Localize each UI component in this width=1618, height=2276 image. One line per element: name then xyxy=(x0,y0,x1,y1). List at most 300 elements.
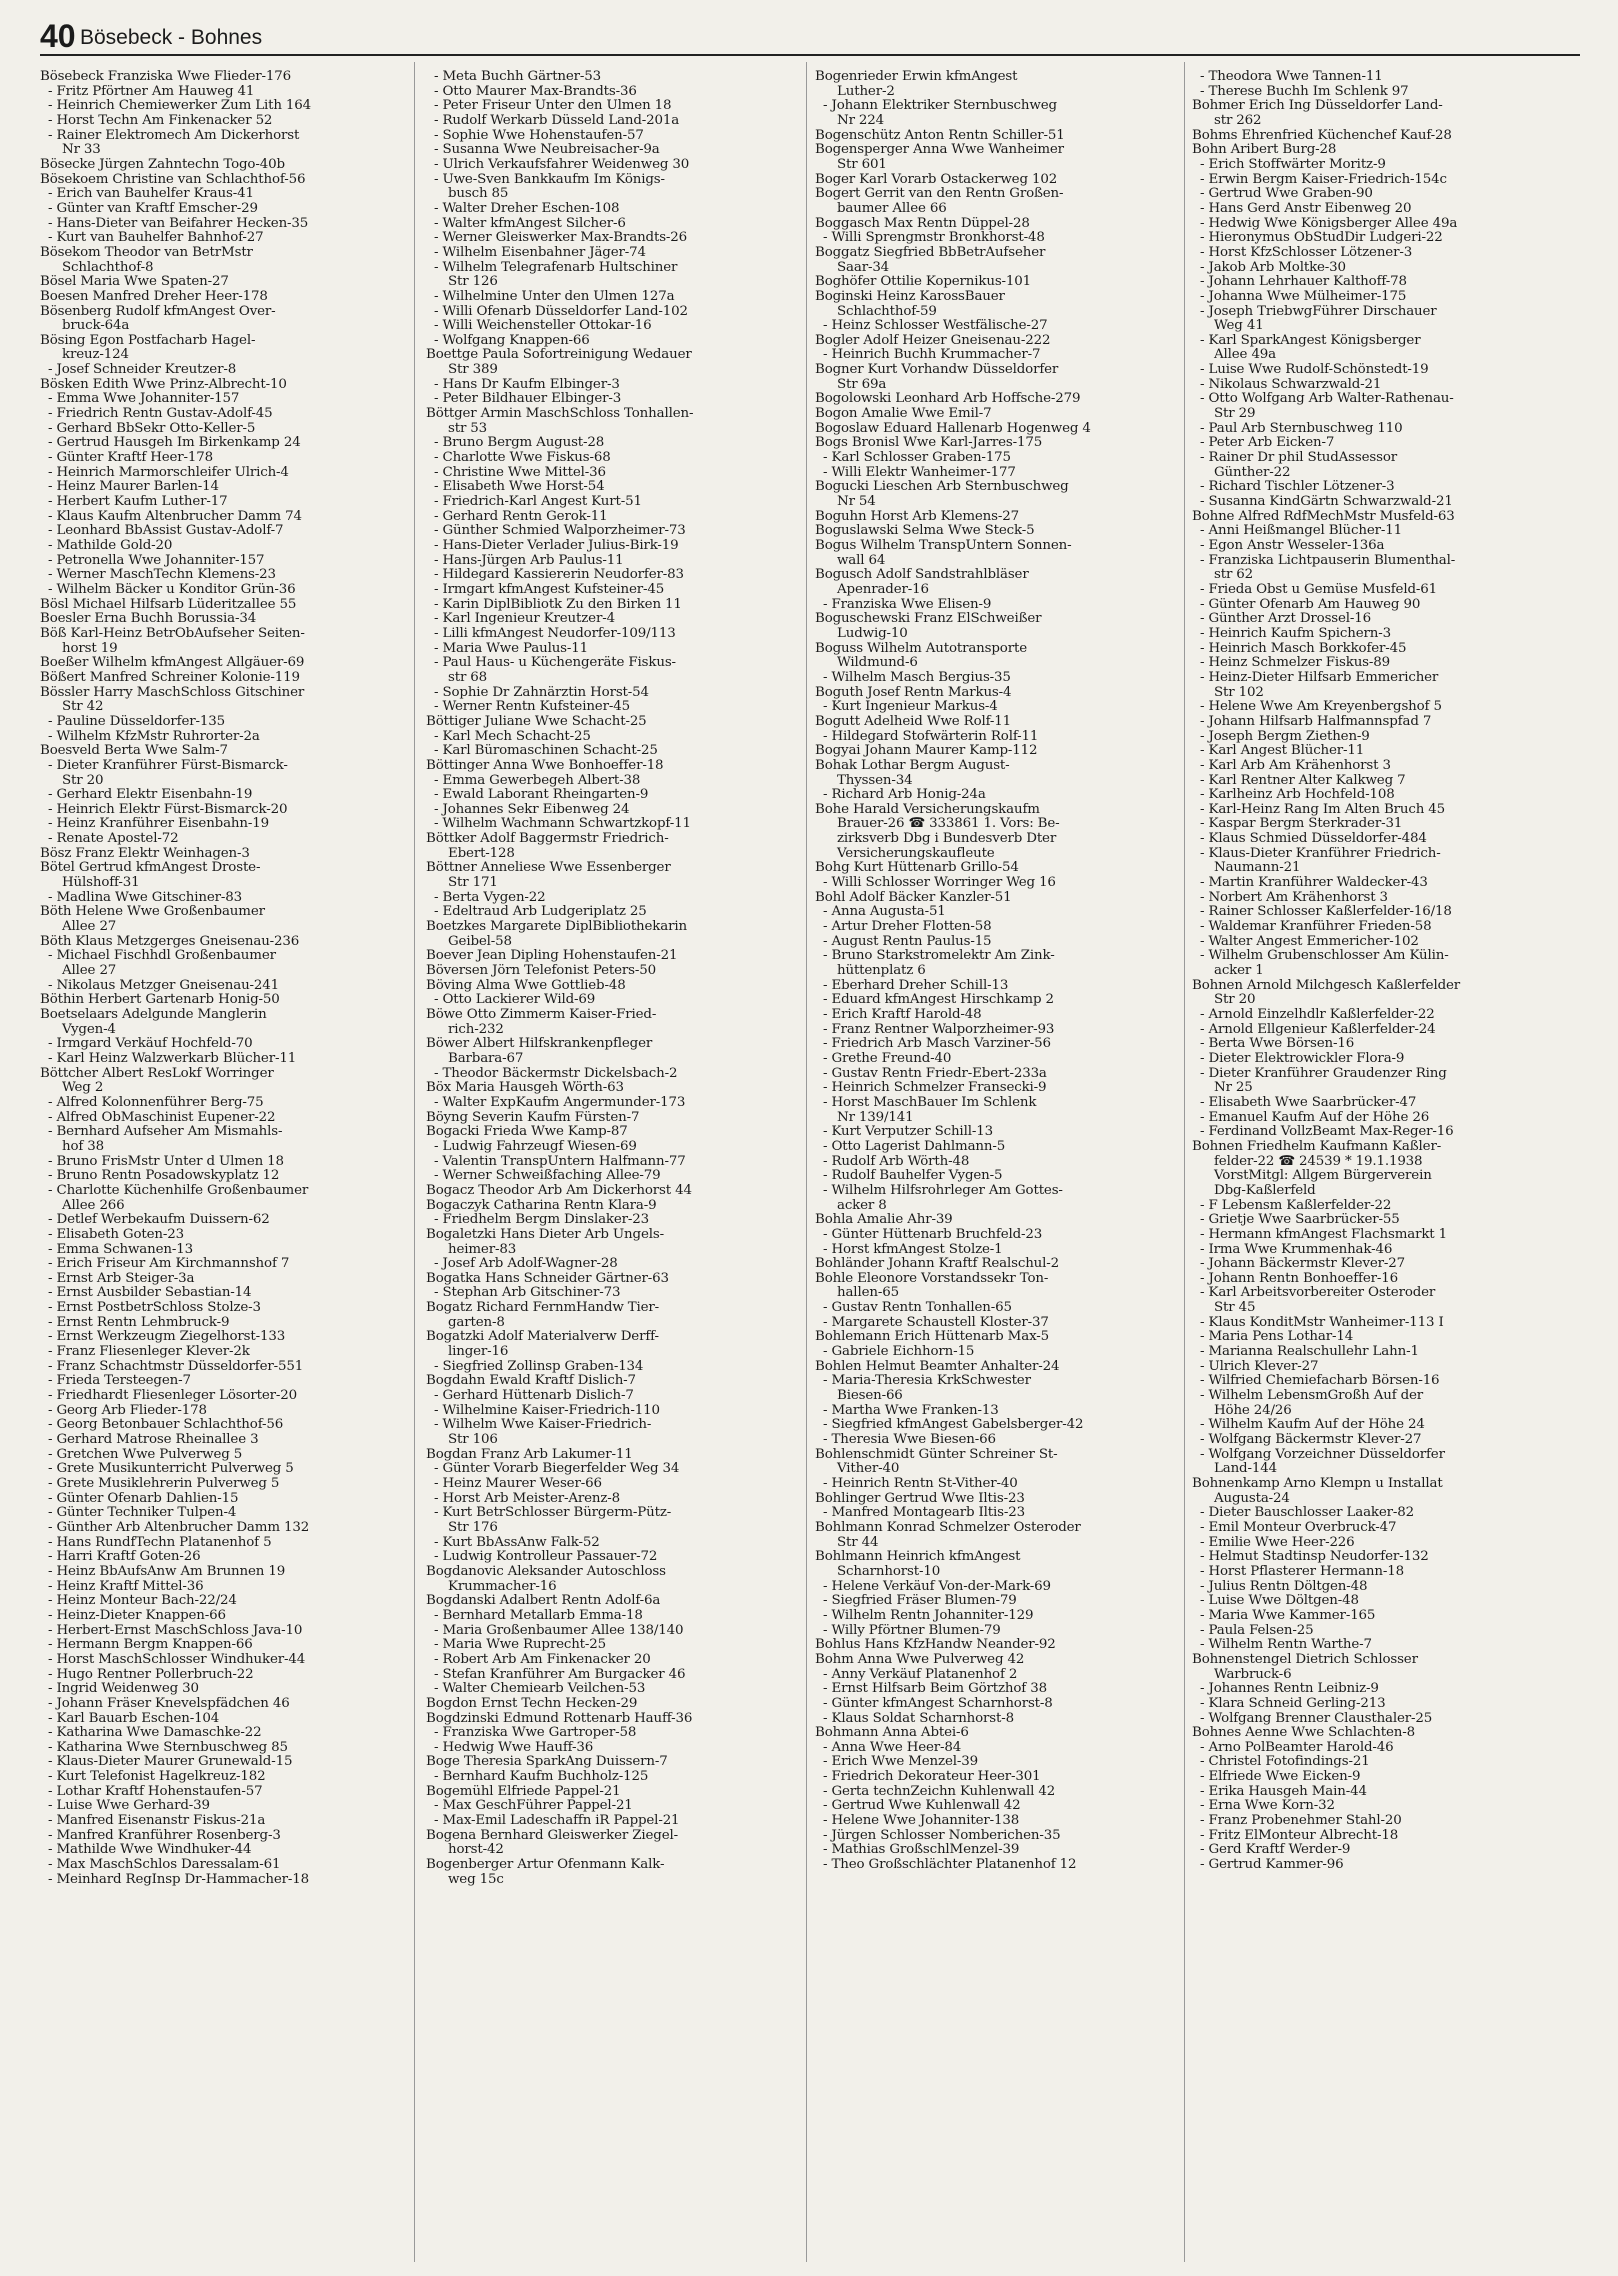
directory-entry: - Heinrich Elektr Fürst-Bismarck-20 xyxy=(48,801,288,817)
directory-entry: - Anni Heißmangel Blücher-11 xyxy=(1200,523,1402,539)
directory-entry: - Sophie Dr Zahnärztin Horst-54 xyxy=(434,684,649,700)
directory-entry: Bohla Amalie Ahr-39 xyxy=(815,1212,953,1228)
directory-entry: - Paul Arb Sternbuschweg 110 xyxy=(1200,420,1403,436)
directory-entry: Bösebeck Franziska Wwe Flieder-176 xyxy=(40,70,291,84)
directory-entry: Str 20 xyxy=(62,772,104,788)
directory-entry: - Wilhelm Bäcker u Konditor Grün-36 xyxy=(48,581,296,597)
directory-entry: - Horst KfzSchlosser Lötzener-3 xyxy=(1200,244,1413,260)
directory-entry: Schlachthof-59 xyxy=(837,303,937,319)
directory-entry: Bogoslaw Eduard Hallenarb Hogenweg 4 xyxy=(815,420,1091,436)
directory-entry: - Wilhelm Kaufm Auf der Höhe 24 xyxy=(1200,1417,1425,1433)
directory-entry: Bogacki Frieda Wwe Kamp-87 xyxy=(426,1124,628,1140)
directory-entry: - Luise Wwe Döltgen-48 xyxy=(1200,1593,1359,1609)
directory-entry: zirksverb Dbg i Bundesverb Dter xyxy=(837,831,1057,847)
directory-entry: - Heinz Kranführer Eisenbahn-19 xyxy=(48,816,269,832)
directory-entry: - Willi Ofenarb Düsseldorfer Land-102 xyxy=(434,303,688,319)
directory-entry: - Wilhelm Wwe Kaiser-Friedrich- xyxy=(434,1417,652,1433)
directory-entry: Str 106 xyxy=(448,1432,498,1448)
directory-entry: Bogutt Adelheid Wwe Rolf-11 xyxy=(815,713,1012,729)
directory-entry: - Ernst Rentn Lehmbruck-9 xyxy=(48,1314,230,1330)
directory-entry: - Dieter Bauschlosser Laaker-82 xyxy=(1200,1505,1415,1521)
directory-entry: - Rudolf Arb Wörth-48 xyxy=(823,1153,970,1169)
directory-entry: hof 38 xyxy=(62,1138,105,1154)
directory-entry: - Bernhard Kaufm Buchholz-125 xyxy=(434,1769,649,1785)
directory-entry: Böttiger Juliane Wwe Schacht-25 xyxy=(426,713,647,729)
directory-entry: Bogs Bronisl Wwe Karl-Jarres-175 xyxy=(815,435,1043,451)
directory-entry: Str 102 xyxy=(1214,684,1264,700)
directory-entry: Böttker Adolf Baggermstr Friedrich- xyxy=(426,831,669,847)
directory-entry: - Franz Rentner Walporzheimer-93 xyxy=(823,1021,1055,1037)
directory-entry: - Werner Gleiswerker Max-Brandts-26 xyxy=(434,230,688,246)
directory-entry: - Wilhelm Wachmann Schwartzkopf-11 xyxy=(434,816,691,832)
directory-entry: - Dieter Kranführer Fürst-Bismarck- xyxy=(48,757,288,773)
directory-entry: - Elfriede Wwe Eicken-9 xyxy=(1200,1769,1361,1785)
column-divider xyxy=(806,62,807,2262)
directory-entry: - Maria Wwe Kammer-165 xyxy=(1200,1607,1376,1623)
directory-entry: - Otto Lackierer Wild-69 xyxy=(434,992,596,1008)
directory-entry: - Irma Wwe Krummenhak-46 xyxy=(1200,1241,1393,1257)
directory-entry: baumer Allee 66 xyxy=(837,200,947,216)
directory-entry: - Klaus-Dieter Maurer Grunewald-15 xyxy=(48,1754,293,1770)
directory-entry: - Wilhelm KfzMstr Ruhrorter-2a xyxy=(48,728,260,744)
directory-entry: Str 69a xyxy=(837,376,887,392)
directory-entry: - Lothar Kraftf Hohenstaufen-57 xyxy=(48,1783,263,1799)
directory-entry: Schlachthof-8 xyxy=(62,259,154,275)
directory-entry: Nr 33 xyxy=(62,142,101,158)
directory-entry: Boge Theresia SparkAng Duissern-7 xyxy=(426,1754,668,1770)
directory-entry: Str 44 xyxy=(837,1534,879,1550)
directory-entry: - Madlina Wwe Gitschiner-83 xyxy=(48,889,242,905)
directory-entry: - Helene Verkäuf Von-der-Mark-69 xyxy=(823,1578,1051,1594)
directory-entry: - Karl Ingenieur Kreutzer-4 xyxy=(434,611,615,627)
directory-entry: - Heinz-Dieter Knappen-66 xyxy=(48,1607,226,1623)
directory-entry: Böving Alma Wwe Gottlieb-48 xyxy=(426,977,626,993)
directory-entry: Bogdanski Adalbert Rentn Adolf-6a xyxy=(426,1593,661,1609)
directory-entry: - Emilie Wwe Heer-226 xyxy=(1200,1534,1355,1550)
directory-entry: Boger Karl Vorarb Ostackerweg 102 xyxy=(815,171,1058,187)
directory-entry: - Michael Fischhdl Großenbaumer xyxy=(48,948,276,964)
directory-entry: - Gerta technZeichn Kuhlenwall 42 xyxy=(823,1783,1056,1799)
directory-entry: - Julius Rentn Döltgen-48 xyxy=(1200,1578,1368,1594)
directory-entry: - Theodora Wwe Tannen-11 xyxy=(1200,70,1383,84)
directory-entry: Biesen-66 xyxy=(837,1388,903,1404)
directory-entry: - Meinhard RegInsp Dr-Hammacher-18 xyxy=(48,1871,309,1887)
directory-entry: - Günter Ofenarb Am Hauweg 90 xyxy=(1200,596,1421,612)
directory-entry: Bogdon Ernst Techn Hecken-29 xyxy=(426,1695,638,1711)
directory-entry: - Ferdinand VollzBeamt Max-Reger-16 xyxy=(1200,1124,1454,1140)
directory-entry: - Herbert-Ernst MaschSchloss Java-10 xyxy=(48,1622,303,1638)
directory-entry: Böth Klaus Metzgerges Gneisenau-236 xyxy=(40,933,300,949)
directory-entry: - Theodor Bäckermstr Dickelsbach-2 xyxy=(434,1065,678,1081)
directory-entry: Allee 49a xyxy=(1214,347,1277,363)
directory-entry: - Mathilde Gold-20 xyxy=(48,538,173,553)
directory-entry: - Frieda Obst u Gemüse Musfeld-61 xyxy=(1200,581,1437,597)
directory-entry: Bogensperger Anna Wwe Wanheimer xyxy=(815,142,1064,158)
directory-entry: - Karl SparkAngest Königsberger xyxy=(1200,332,1421,348)
directory-entry: Str 20 xyxy=(1214,992,1256,1008)
directory-entry: - Karlheinz Arb Hochfeld-108 xyxy=(1200,787,1395,803)
directory-entry: Boguth Josef Rentn Markus-4 xyxy=(815,684,1012,700)
directory-entry: - Paul Haus- u Küchengeräte Fiskus- xyxy=(434,655,676,671)
directory-entry: - Luise Wwe Gerhard-39 xyxy=(48,1798,210,1814)
directory-entry: - Johann Elektriker Sternbuschweg xyxy=(823,98,1057,114)
directory-entry: - Robert Arb Am Finkenacker 20 xyxy=(434,1651,651,1667)
directory-entry: Str 42 xyxy=(62,699,104,715)
directory-entry: Warbruck-6 xyxy=(1214,1666,1292,1682)
directory-entry: Böwe Otto Zimmerm Kaiser-Fried- xyxy=(426,1007,657,1022)
directory-entry: - Günther Arb Altenbrucher Damm 132 xyxy=(48,1519,310,1535)
directory-entry: Allee 266 xyxy=(62,1197,125,1213)
directory-entry: - Grethe Freund-40 xyxy=(823,1050,952,1066)
directory-entry: - Günter kfmAngest Scharnhorst-8 xyxy=(823,1695,1053,1711)
directory-entry: Böwer Albert Hilfskrankenpfleger xyxy=(426,1036,653,1052)
directory-entry: - Maria-Theresia KrkSchwester xyxy=(823,1373,1031,1389)
directory-entry: - Paula Felsen-25 xyxy=(1200,1622,1314,1638)
directory-entry: Saar-34 xyxy=(837,259,890,275)
directory-entry: Boguslawski Selma Wwe Steck-5 xyxy=(815,523,1035,539)
directory-entry: - Peter Friseur Unter den Ulmen 18 xyxy=(434,98,672,114)
directory-entry: - Heinz Maurer Barlen-14 xyxy=(48,479,219,495)
directory-entry: Boguschewski Franz ElSchweißer xyxy=(815,611,1042,627)
directory-entry: felder-22 ☎ 24539 * 19.1.1938 xyxy=(1214,1153,1423,1169)
directory-entry: Boeßer Wilhelm kfmAngest Allgäuer-69 xyxy=(40,655,305,671)
directory-entry: - Emma Gewerbegeh Albert-38 xyxy=(434,772,641,788)
directory-entry: Luther-2 xyxy=(837,83,895,99)
directory-entry: - Karl Arbeitsvorbereiter Osteroder xyxy=(1200,1285,1436,1301)
directory-entry: - Heinz-Dieter Hilfsarb Emmericher xyxy=(1200,669,1439,685)
directory-entry: - Wilhelm Rentn Warthe-7 xyxy=(1200,1637,1372,1653)
directory-entry: - Stephan Arb Gitschiner-73 xyxy=(434,1285,621,1301)
directory-entry: - Ernst Arb Steiger-3a xyxy=(48,1270,195,1286)
directory-entry: - Johannes Sekr Eibenweg 24 xyxy=(434,801,630,817)
directory-entry: - Charlotte Küchenhilfe Großenbaumer xyxy=(48,1182,309,1198)
directory-entry: Bösel Maria Wwe Spaten-27 xyxy=(40,274,229,290)
directory-entry: - Friedrich-Karl Angest Kurt-51 xyxy=(434,494,642,510)
directory-entry: - Erich Kraftf Harold-48 xyxy=(823,1007,982,1022)
directory-entry: Weg 2 xyxy=(62,1080,104,1096)
directory-entry: - Susanna KindGärtn Schwarzwald-21 xyxy=(1200,494,1453,510)
directory-entry: - Wolfgang Bäckermstr Klever-27 xyxy=(1200,1432,1422,1448)
directory-entry: Bösekom Theodor van BetrMstr xyxy=(40,244,253,260)
directory-entry: - Berta Wwe Börsen-16 xyxy=(1200,1036,1355,1052)
directory-entry: - Charlotte Wwe Fiskus-68 xyxy=(434,450,611,466)
directory-entry: - Herbert Kaufm Luther-17 xyxy=(48,494,228,510)
directory-entry: linger-16 xyxy=(448,1344,509,1360)
directory-entry: Bogena Bernhard Gleiswerker Ziegel- xyxy=(426,1827,678,1843)
directory-entry: - Leonhard BbAssist Gustav-Adolf-7 xyxy=(48,523,284,539)
directory-entry: - Willi Elektr Wanheimer-177 xyxy=(823,464,1016,480)
directory-entry: Versicherungskaufleute xyxy=(837,845,995,861)
directory-entry: - Emanuel Kaufm Auf der Höhe 26 xyxy=(1200,1109,1430,1125)
directory-entry: Allee 27 xyxy=(62,919,117,935)
directory-entry: Bogdan Franz Arb Lakumer-11 xyxy=(426,1446,633,1462)
directory-entry: - Karl Arb Am Krähenhorst 3 xyxy=(1200,757,1391,773)
directory-entry: Bogucki Lieschen Arb Sternbuschweg xyxy=(815,479,1069,495)
directory-entry: - Heinz Maurer Weser-66 xyxy=(434,1476,602,1491)
directory-entry: Krummacher-16 xyxy=(448,1578,557,1594)
directory-entry: - Christel Fotofindings-21 xyxy=(1200,1754,1370,1770)
directory-entry: - Karl Heinz Walzwerkarb Blücher-11 xyxy=(48,1050,297,1066)
directory-entry: - Bruno FrisMstr Unter d Ulmen 18 xyxy=(48,1153,284,1169)
directory-entry: - Siegfried kfmAngest Gabelsberger-42 xyxy=(823,1417,1084,1433)
directory-entry: Boesler Erna Buchh Borussia-34 xyxy=(40,611,257,627)
directory-entry: - Franz Fliesenleger Klever-2k xyxy=(48,1344,250,1360)
directory-entry: - Horst kfmAngest Stolze-1 xyxy=(823,1241,1003,1257)
directory-entry: - Karl Rentner Alter Kalkweg 7 xyxy=(1200,772,1406,788)
directory-entry: Böttger Armin MaschSchloss Tonhallen- xyxy=(426,406,694,422)
directory-entry: - Johann Lehrhauer Kalthoff-78 xyxy=(1200,274,1407,290)
directory-entry: - Otto Lagerist Dahlmann-5 xyxy=(823,1138,1006,1154)
directory-entry: Boever Jean Dipling Hohenstaufen-21 xyxy=(426,948,678,964)
directory-entry: - Renate Apostel-72 xyxy=(48,831,179,847)
directory-entry: - Friedrich Arb Masch Varziner-56 xyxy=(823,1036,1051,1052)
directory-entry: Bößert Manfred Schreiner Kolonie-119 xyxy=(40,669,300,685)
directory-entry: - Nikolaus Schwarzwald-21 xyxy=(1200,376,1382,392)
directory-entry: Böttner Anneliese Wwe Essenberger xyxy=(426,860,671,876)
directory-entry: Bösing Egon Postfacharb Hagel- xyxy=(40,332,256,348)
directory-entry: Bohmer Erich Ing Düsseldorfer Land- xyxy=(1192,98,1443,114)
directory-entry: - Gertrud Kammer-96 xyxy=(1200,1857,1344,1873)
directory-entry: - Theresia Wwe Biesen-66 xyxy=(823,1432,996,1448)
directory-entry: Allee 27 xyxy=(62,963,117,979)
directory-entry: - Gustav Rentn Friedr-Ebert-233a xyxy=(823,1065,1047,1081)
directory-entry: - Maria Wwe Ruprecht-25 xyxy=(434,1637,607,1653)
directory-entry: - Georg Betonbauer Schlachthof-56 xyxy=(48,1417,284,1433)
directory-entry: - Sophie Wwe Hohenstaufen-57 xyxy=(434,127,644,143)
directory-entry: Str 171 xyxy=(448,875,498,891)
directory-entry: Höhe 24/26 xyxy=(1214,1402,1292,1418)
directory-entry: - Hans RundfTechn Platanenhof 5 xyxy=(48,1534,272,1550)
directory-entry: - Max MaschSchlos Daressalam-61 xyxy=(48,1857,281,1873)
directory-entry: - Helene Wwe Johanniter-138 xyxy=(823,1813,1020,1829)
directory-entry: Boetzkes Margarete DiplBibliothekarin xyxy=(426,919,687,935)
directory-entry: - Heinrich Schmelzer Fransecki-9 xyxy=(823,1080,1047,1096)
directory-entry: - Hans-Dieter Verlader Julius-Birk-19 xyxy=(434,538,679,553)
directory-entry: Bohmann Anna Abtei-6 xyxy=(815,1725,969,1741)
directory-entry: Nr 139/141 xyxy=(837,1109,914,1125)
directory-entry: - Alfred ObMaschinist Eupener-22 xyxy=(48,1109,276,1125)
directory-entry: - Hugo Rentner Pollerbruch-22 xyxy=(48,1666,254,1682)
directory-entry: - Mathias GroßschlMenzel-39 xyxy=(823,1842,1020,1858)
directory-entry: - Karl Schlosser Graben-175 xyxy=(823,450,1011,466)
directory-entry: Bohlmann Konrad Schmelzer Osteroder xyxy=(815,1519,1081,1535)
directory-entry: - Hedwig Wwe Hauff-36 xyxy=(434,1739,594,1755)
directory-entry: - Frieda Tersteegen-7 xyxy=(48,1373,191,1389)
directory-entry: - Peter Bildhauer Elbinger-3 xyxy=(434,391,622,407)
directory-entry: Bohle Eleonore Vorstandssekr Ton- xyxy=(815,1270,1049,1286)
directory-entry: - Gretchen Wwe Pulverweg 5 xyxy=(48,1446,243,1462)
directory-entry: Bösz Franz Elektr Weinhagen-3 xyxy=(40,845,250,861)
directory-entry: - Friedrich Dekorateur Heer-301 xyxy=(823,1769,1041,1785)
directory-entry: Bohak Lothar Bergm August- xyxy=(815,757,1010,773)
directory-entry: - Friedhardt Fliesenleger Lösorter-20 xyxy=(48,1388,298,1404)
directory-entry: Boggatz Siegfried BbBetrAufseher xyxy=(815,244,1046,260)
directory-entry: - Arnold Einzelhdlr Kaßlerfelder-22 xyxy=(1200,1007,1435,1022)
directory-entry: - Johannes Rentn Leibniz-9 xyxy=(1200,1681,1379,1697)
directory-entry: - Marianna Realschullehr Lahn-1 xyxy=(1200,1344,1419,1360)
directory-entry: - Wilhelm Masch Bergius-35 xyxy=(823,669,1011,685)
directory-entry: Böx Maria Hausgeh Wörth-63 xyxy=(426,1080,624,1096)
directory-entry: - Franz Probenehmer Stahl-20 xyxy=(1200,1813,1402,1829)
directory-entry: Boesen Manfred Dreher Heer-178 xyxy=(40,288,268,304)
directory-entry: - Heinrich Buchh Krummacher-7 xyxy=(823,347,1041,363)
directory-entry: horst-42 xyxy=(448,1842,504,1858)
directory-entry: - Heinrich Rentn St-Vither-40 xyxy=(823,1476,1018,1491)
directory-entry: - Johann Hilfsarb Halfmannspfad 7 xyxy=(1200,713,1432,729)
directory-entry: - Egon Anstr Wesseler-136a xyxy=(1200,538,1385,553)
directory-entry: - Josef Arb Adolf-Wagner-28 xyxy=(434,1256,618,1272)
directory-entry: - Peter Arb Eicken-7 xyxy=(1200,435,1335,451)
column-divider xyxy=(414,62,415,2262)
directory-entry: - Emil Monteur Overbruck-47 xyxy=(1200,1519,1397,1535)
directory-entry: - Wilhelm Eisenbahner Jäger-74 xyxy=(434,244,646,260)
directory-entry: - Susanna Wwe Neubreisacher-9a xyxy=(434,142,660,158)
directory-entry: Str 126 xyxy=(448,274,498,290)
directory-entry: Bötel Gertrud kfmAngest Droste- xyxy=(40,860,261,876)
directory-entry: Günther-22 xyxy=(1214,464,1291,480)
directory-entry: - Stefan Kranführer Am Burgacker 46 xyxy=(434,1666,686,1682)
directory-entry: - Ludwig Kontrolleur Passauer-72 xyxy=(434,1549,658,1565)
directory-entry: - Wilhelm LebensmGroßh Auf der xyxy=(1200,1388,1424,1404)
directory-entry: - Erich Friseur Am Kirchmannshof 7 xyxy=(48,1256,290,1272)
directory-entry: Bogdanovic Aleksander Autoschloss xyxy=(426,1563,666,1579)
directory-entry: - Max GeschFührer Pappel-21 xyxy=(434,1798,633,1814)
directory-entry: - Friedhelm Bergm Dinslaker-23 xyxy=(434,1212,650,1228)
directory-entry: Bohnes Aenne Wwe Schlachten-8 xyxy=(1192,1725,1415,1741)
directory-entry: - Heinz BbAufsAnw Am Brunnen 19 xyxy=(48,1563,286,1579)
directory-entry: Vither-40 xyxy=(837,1461,900,1477)
directory-entry: - Franziska Wwe Elisen-9 xyxy=(823,596,992,612)
directory-entry: - Günther Arzt Drossel-16 xyxy=(1200,611,1372,627)
directory-entry: - Werner Rentn Kufsteiner-45 xyxy=(434,699,630,715)
directory-entry: - Fritz Pförtner Am Hauweg 41 xyxy=(48,83,255,99)
directory-entry: - Kurt van Bauhelfer Bahnhof-27 xyxy=(48,230,264,246)
directory-entry: - Gertrud Wwe Kuhlenwall 42 xyxy=(823,1798,1021,1814)
directory-entry: - Walter Angest Emmericher-102 xyxy=(1200,933,1419,949)
directory-entry: - Wilhelmine Unter den Ulmen 127a xyxy=(434,288,675,304)
directory-entry: - Christine Wwe Mittel-36 xyxy=(434,464,606,480)
directory-entry: Wildmund-6 xyxy=(837,655,918,671)
directory-entry: - Klaus Schmied Düsseldorfer-484 xyxy=(1200,831,1427,847)
directory-entry: - Wilfried Chemiefacharb Börsen-16 xyxy=(1200,1373,1440,1389)
directory-entry: Land-144 xyxy=(1214,1461,1277,1477)
directory-entry: acker 1 xyxy=(1214,963,1264,979)
directory-entry: Böß Karl-Heinz BetrObAufseher Seiten- xyxy=(40,625,305,641)
directory-entry: - Hieronymus ObStudDir Ludgeri-22 xyxy=(1200,230,1443,246)
directory-entry: - Hans Gerd Anstr Eibenweg 20 xyxy=(1200,200,1412,216)
directory-entry: Bogdzinski Edmund Rottenarb Hauff-36 xyxy=(426,1710,693,1726)
directory-entry: - Ewald Laborant Rheingarten-9 xyxy=(434,787,649,803)
directory-entry: - Klaus KonditMstr Wanheimer-113 I xyxy=(1200,1314,1444,1330)
directory-entry: - Günter Kraftf Heer-178 xyxy=(48,450,214,466)
directory-entry: - Kaspar Bergm Sterkrader-31 xyxy=(1200,816,1403,832)
directory-entry: - Friedrich Rentn Gustav-Adolf-45 xyxy=(48,406,273,422)
directory-entry: Bösl Michael Hilfsarb Lüderitzallee 55 xyxy=(40,596,297,612)
directory-entry: - Margarete Schaustell Kloster-37 xyxy=(823,1314,1049,1330)
directory-entry: Bogolowski Leonhard Arb Hoffsche-279 xyxy=(815,391,1081,407)
directory-entry: - Bruno Starkstromelektr Am Zink- xyxy=(823,948,1055,964)
directory-entry: Ebert-128 xyxy=(448,845,515,861)
directory-entry: Bogatz Richard FernmHandw Tier- xyxy=(426,1300,660,1316)
directory-entry: Bogenrieder Erwin kfmAngest xyxy=(815,70,1018,84)
directory-entry: - Franziska Wwe Gartroper-58 xyxy=(434,1725,637,1741)
directory-entry: Scharnhorst-10 xyxy=(837,1563,941,1579)
directory-entry: - Gertrud Wwe Graben-90 xyxy=(1200,186,1373,202)
directory-entry: - Walter kfmAngest Silcher-6 xyxy=(434,215,626,231)
page-number: 40 xyxy=(40,18,76,54)
directory-entry: - Wilhelmine Kaiser-Friedrich-110 xyxy=(434,1402,660,1418)
directory-entry: - Martin Kranführer Waldecker-43 xyxy=(1200,875,1428,891)
directory-entry: - Jakob Arb Moltke-30 xyxy=(1200,259,1346,275)
directory-entry: - Willi Sprengmstr Bronkhorst-48 xyxy=(823,230,1045,246)
directory-entry: - Georg Arb Flieder-178 xyxy=(48,1402,207,1418)
directory-entry: Boghöfer Ottilie Kopernikus-101 xyxy=(815,274,1032,290)
directory-entry: - Wolfgang Knappen-66 xyxy=(434,332,590,348)
directory-entry: - Arno PolBeamter Harold-46 xyxy=(1200,1739,1394,1755)
directory-entry: - Siegfried Fräser Blumen-79 xyxy=(823,1593,1017,1609)
directory-entry: - Gerhard Rentn Gerok-11 xyxy=(434,508,608,524)
directory-entry: - Helene Wwe Am Kreyenbergshof 5 xyxy=(1200,699,1442,715)
directory-entry: Bogert Gerrit van den Rentn Großen- xyxy=(815,186,1064,202)
directory-entry: - F Lebensm Kaßlerfelder-22 xyxy=(1200,1197,1392,1213)
directory-entry: rich-232 xyxy=(448,1021,504,1037)
directory-entry: - Max-Emil Ladeschaffn iR Pappel-21 xyxy=(434,1813,680,1829)
directory-entry: - Anna Wwe Heer-84 xyxy=(823,1739,962,1755)
directory-entry: - Helmut Stadtinsp Neudorfer-132 xyxy=(1200,1549,1429,1565)
directory-entry: - Anna Augusta-51 xyxy=(823,904,946,920)
directory-entry: - Franziska Lichtpauserin Blumenthal- xyxy=(1200,552,1456,568)
directory-entry: Bohl Adolf Bäcker Kanzler-51 xyxy=(815,889,1012,905)
directory-entry: - Luise Wwe Rudolf-Schönstedt-19 xyxy=(1200,362,1429,378)
directory-entry: - Bernhard Metallarb Emma-18 xyxy=(434,1607,643,1623)
directory-entry: - Lilli kfmAngest Neudorfer-109/113 xyxy=(434,625,676,641)
directory-entry: Boguss Wilhelm Autotransporte xyxy=(815,640,1027,656)
directory-entry: Bösken Edith Wwe Prinz-Albrecht-10 xyxy=(40,376,287,392)
directory-entry: horst 19 xyxy=(62,640,118,656)
directory-entry: - Werner Schweißfaching Allee-79 xyxy=(434,1168,661,1184)
directory-entry: - Artur Dreher Flotten-58 xyxy=(823,919,992,935)
directory-entry: - Mathilde Wwe Windhuker-44 xyxy=(48,1842,252,1858)
directory-entry: - Grietje Wwe Saarbrücker-55 xyxy=(1200,1212,1400,1228)
directory-entry: Bohms Ehrenfried Küchenchef Kauf-28 xyxy=(1192,127,1452,143)
directory-entry: - Eberhard Dreher Schill-13 xyxy=(823,977,1009,993)
directory-entry: Bösecke Jürgen Zahntechn Togo-40b xyxy=(40,156,285,172)
directory-entry: - Waldemar Kranführer Frieden-58 xyxy=(1200,919,1432,935)
directory-entry: Bohe Harald Versicherungskaufm xyxy=(815,801,1040,817)
directory-entry: Bogatzki Adolf Materialverw Derff- xyxy=(426,1329,659,1345)
directory-entry: wall 64 xyxy=(837,552,886,568)
directory-entry: Bohn Aribert Burg-28 xyxy=(1192,142,1337,158)
directory-entry: - Petronella Wwe Johanniter-157 xyxy=(48,552,265,568)
directory-entry: Bösekoem Christine van Schlachthof-56 xyxy=(40,171,306,187)
directory-entry: Nr 224 xyxy=(837,112,885,128)
directory-entry: Bohlmann Heinrich kfmAngest xyxy=(815,1549,1021,1565)
directory-entry: - Gertrud Hausgeh Im Birkenkamp 24 xyxy=(48,435,301,451)
directory-entry: - Norbert Am Krähenhorst 3 xyxy=(1200,889,1388,905)
directory-entry: Boginski Heinz KarossBauer xyxy=(815,288,1005,304)
directory-entry: - Detlef Werbekaufm Duissern-62 xyxy=(48,1212,270,1228)
directory-entry: - Wolfgang Vorzeichner Düsseldorfer xyxy=(1200,1446,1445,1462)
directory-entry: - Erna Wwe Korn-32 xyxy=(1200,1798,1335,1814)
directory-entry: Bohlinger Gertrud Wwe Iltis-23 xyxy=(815,1490,1025,1506)
directory-entry: - Heinz Monteur Bach-22/24 xyxy=(48,1593,237,1609)
directory-entry: Barbara-67 xyxy=(448,1050,524,1066)
directory-entry: - Klaus-Dieter Kranführer Friedrich- xyxy=(1200,845,1441,861)
column-divider xyxy=(1184,62,1185,2262)
directory-entry: - Hermann kfmAngest Flachsmarkt 1 xyxy=(1200,1226,1447,1242)
directory-entry: - Wilhelm Hilfsrohrleger Am Gottes- xyxy=(823,1182,1063,1198)
directory-entry: Boguhn Horst Arb Klemens-27 xyxy=(815,508,1019,524)
